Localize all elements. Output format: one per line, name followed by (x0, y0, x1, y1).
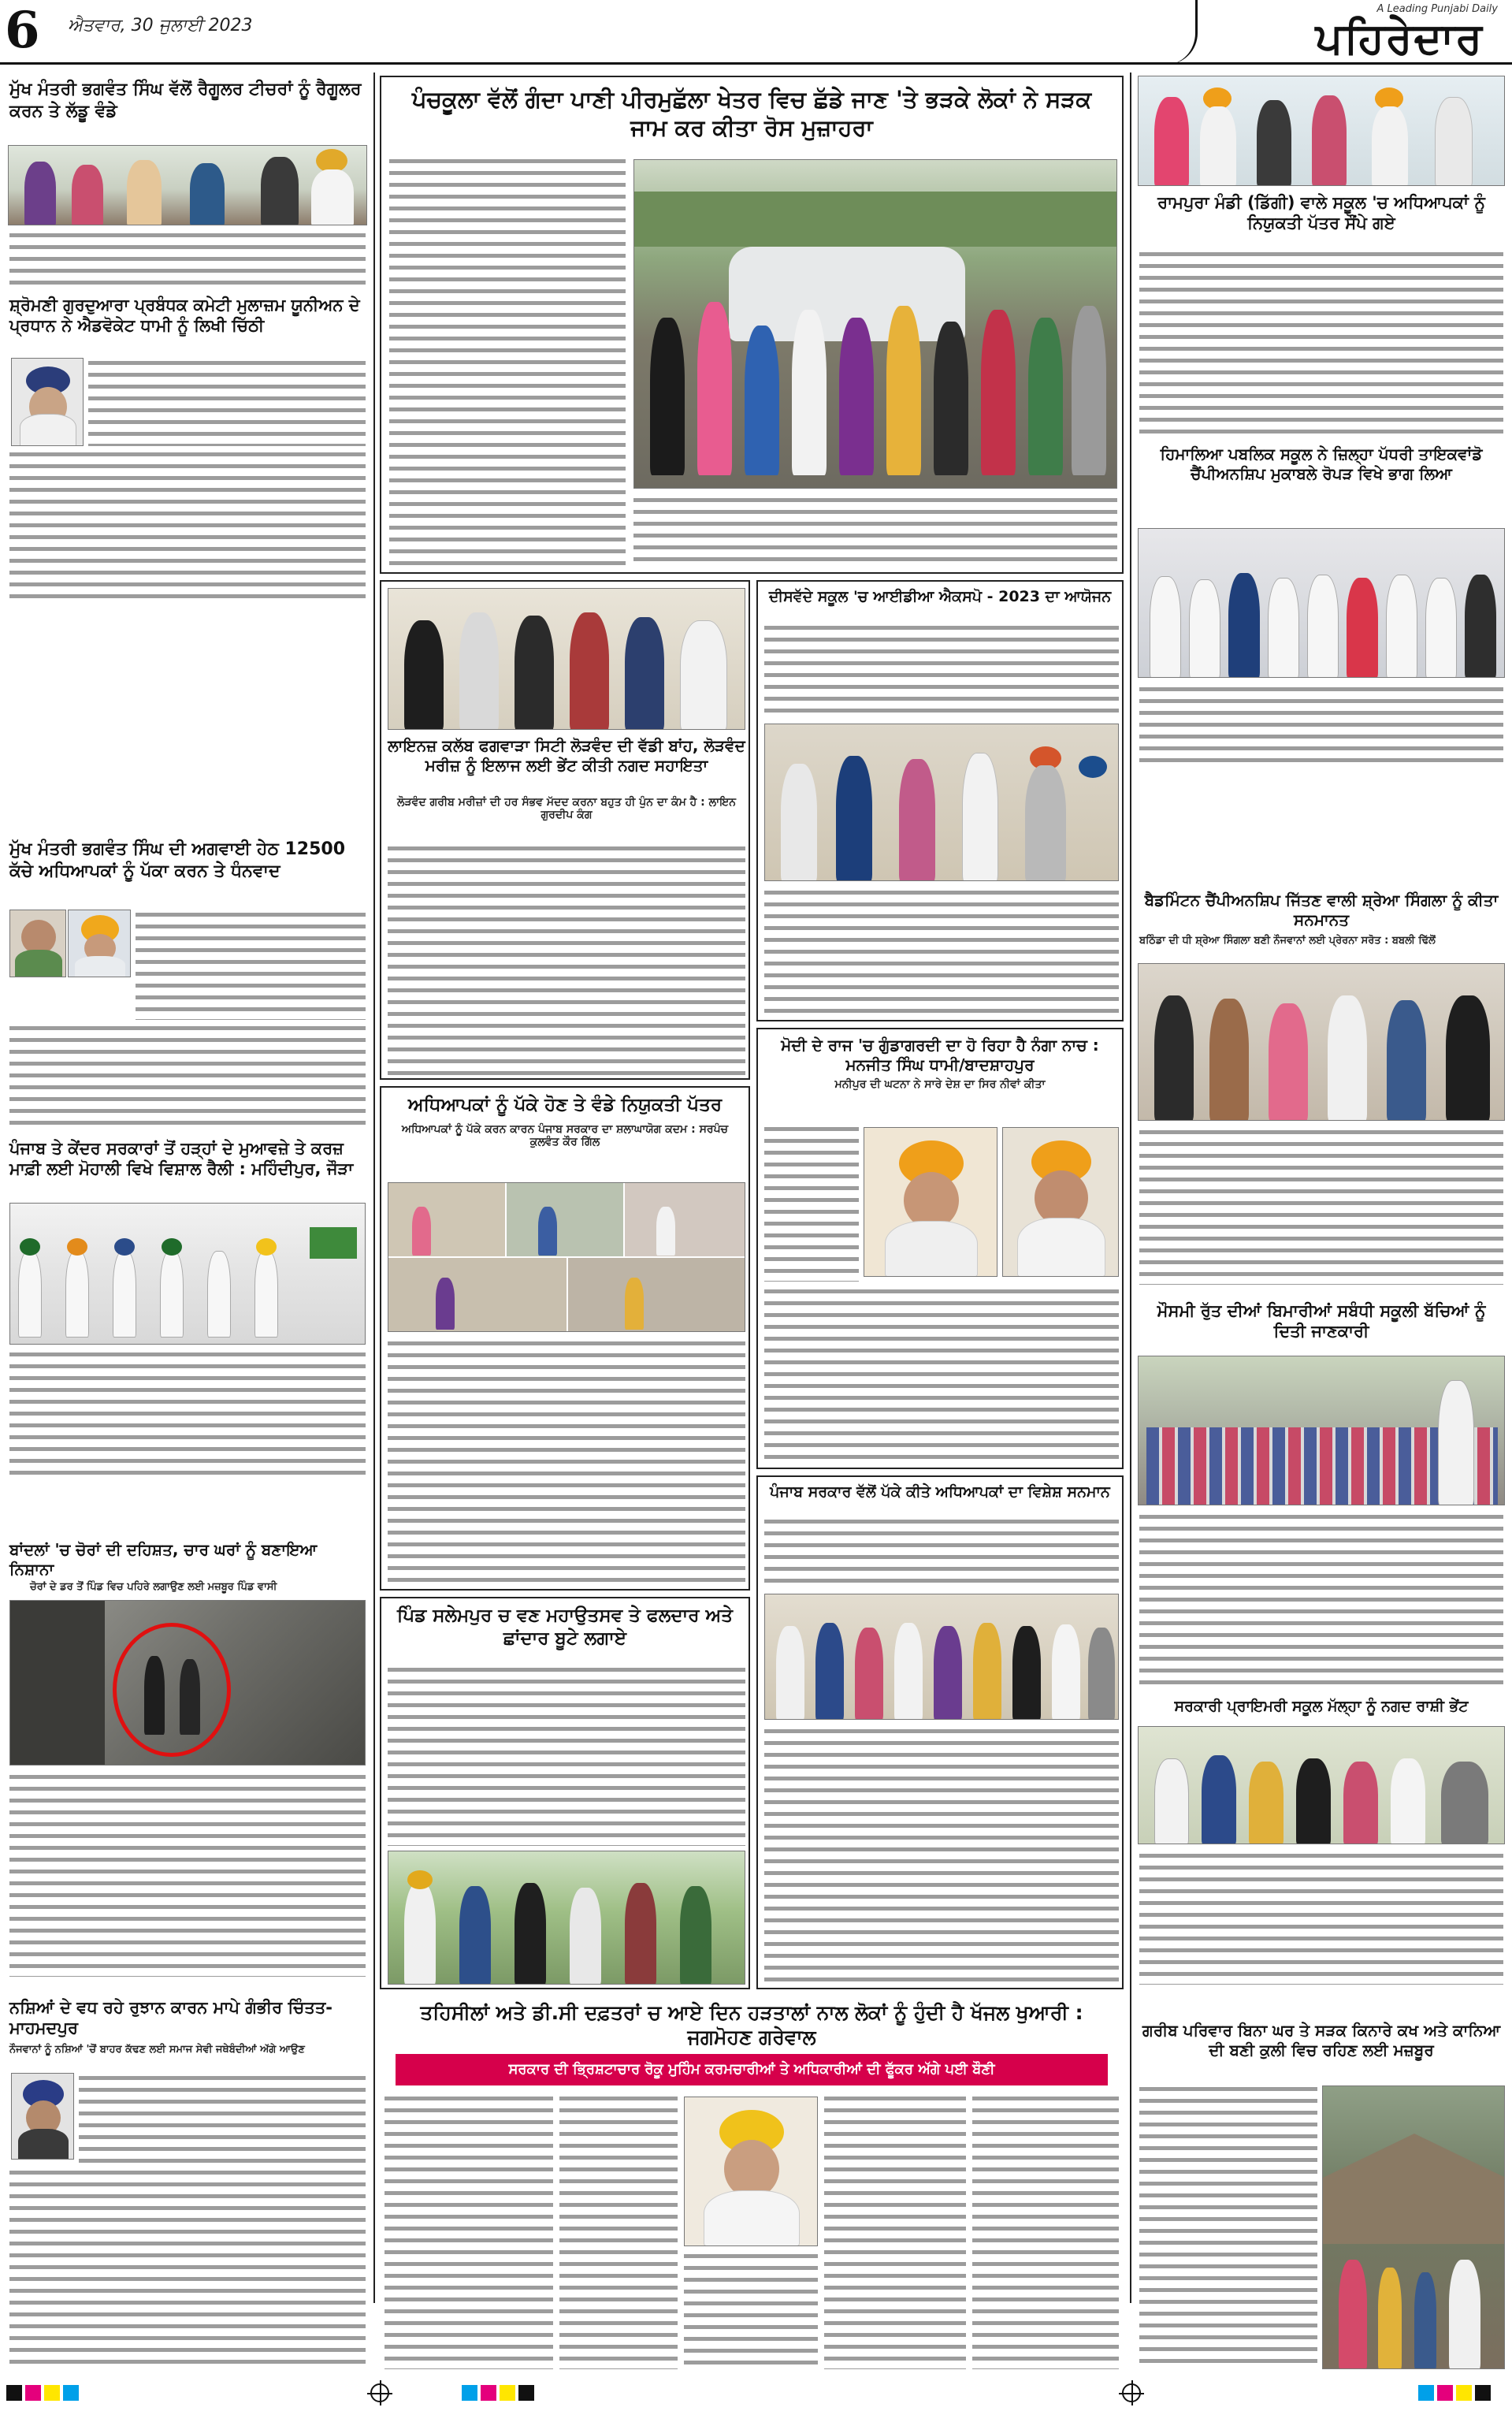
sub-headline: ਨੌਜਵਾਨਾਂ ਨੂੰ ਨਸ਼ਿਆਂ 'ਚੋਂ ਬਾਹਰ ਕੱਢਣ ਲਈ ਸਮਾਜ ਸੇਵੀ ਜਥੇਬੰਦੀਆਂ ਅੱਗੇ ਆਉਣ (9, 2043, 305, 2056)
portrait-photo (9, 910, 66, 977)
news-photo (1138, 528, 1505, 678)
sub-headline: ਚੋਰਾਂ ਦੇ ਡਰ ਤੋਂ ਪਿੰਡ ਵਿਚ ਪਹਿਰੇ ਲਗਾਉਣ ਲਈ ਮਜ਼ਬੂਰ ਪਿੰਡ ਵਾਸੀ (30, 1581, 277, 1593)
protest-photo (633, 159, 1117, 489)
portrait-photo (1002, 1127, 1119, 1277)
article-body (1139, 2084, 1317, 2368)
article-body (388, 843, 745, 1075)
article-body (1139, 1512, 1503, 1685)
news-photo (1322, 2085, 1505, 2369)
article-body (1139, 684, 1503, 769)
news-photo (1138, 1726, 1505, 1844)
headline: ਮੁੱਖ ਮੰਤਰੀ ਭਗਵੰਤ ਸਿੰਘ ਵੱਲੋਂ ਰੈਗੂਲਰ ਟੀਚਰਾਂ ਨੂੰ ਰੈਗੂਲਰ ਕਰਨ ਤੇ ਲੱਡੂ ਵੰਡੇ (9, 80, 362, 121)
news-photo (388, 1182, 745, 1332)
registration-swatch (1475, 2385, 1491, 2401)
sub-headline: ਬਠਿੰਡਾ ਦੀ ਧੀ ਸ਼੍ਰੇਆ ਸਿੰਗਲਾ ਬਣੀ ਨੌਜਵਾਨਾਂ ਲਈ ਪ੍ਰੇਰਨਾ ਸਰੋਤ : ਬਬਲੀ ਢਿੱਲੋਂ (1139, 935, 1436, 947)
news-photo (9, 1203, 366, 1345)
headline: ਹਿਮਾਲਿਆ ਪਬਲਿਕ ਸਕੂਲ ਨੇ ਜ਼ਿਲ੍ਹਾ ਪੱਧਰੀ ਤਾਇਕਵਾਂਡੋ ਚੈਂਪੀਅਨਸ਼ਿਪ ਮੁਕਾਬਲੇ ਰੋਪੜ ਵਿਖੇ ਭਾਗ ਲਿਆ (1160, 445, 1483, 483)
headline: ਤਹਿਸੀਲਾਂ ਅਤੇ ਡੀ.ਸੀ ਦਫ਼ਤਰਾਂ ਚ ਆਏ ਦਿਨ ਹੜਤਾਲਾਂ ਨਾਲ ਲੋਕਾਂ ਨੂੰ ਹੁੰਦੀ ਹੈ ਖੱਜਲ ਖੁਆਰੀ : ਜਗਮੋਹਣ ਗਰੇਵਾਲ (420, 2001, 1083, 2049)
article-body (9, 1349, 366, 1479)
article-tehsil-strikes (380, 1996, 1124, 2374)
headline: ਪੰਚਕੂਲਾ ਵੱਲੋਂ ਗੰਦਾ ਪਾਣੀ ਪੀਰਮੁਛੱਲਾ ਖੇਤਰ ਵਿਚ ਛੱਡੇ ਜਾਣ 'ਤੇ ਭੜਕੇ ਲੋਕਾਂ ਨੇ ਸੜਕ ਜਾਮ ਕਰ ਕੀਤਾ ਰੋਸ ਮੁਜ਼ਾਹਰਾ (411, 86, 1092, 142)
page-number: 6 (5, 1, 40, 60)
news-photo (1138, 963, 1505, 1121)
article-body (764, 1516, 1119, 1587)
article-body (9, 1772, 366, 1977)
registration-swatch (25, 2385, 41, 2401)
article-body (136, 910, 366, 1020)
article-thieves (6, 1537, 369, 1978)
article-drug-concern (6, 1994, 369, 2372)
headline: ਬਾਂਦਲਾਂ 'ਚ ਚੋਰਾਂ ਦੀ ਦਹਿਸ਼ਤ, ਚਾਰ ਘਰਾਂ ਨੂੰ ਬਣਾਇਆ ਨਿਸ਼ਾਨਾ (9, 1540, 318, 1579)
registration-swatch (1456, 2385, 1472, 2401)
newspaper-logo: ਪਹਿਰੇਦਾਰ (1315, 13, 1484, 63)
registration-swatch (481, 2385, 496, 2401)
headline: ਲਾਇਨਜ਼ ਕਲੱਬ ਫਗਵਾੜਾ ਸਿਟੀ ਲੋੜਵੰਦ ਦੀ ਵੱਡੀ ਬਾਂਹ, ਲੋੜਵੰਦ ਮਰੀਜ਼ ਨੂੰ ਇਲਾਜ ਲਈ ਭੇਂਟ ਕੀਤੀ ਨਗਦ ਸਹਾਇਤਾ (388, 736, 745, 775)
registration-swatch (462, 2385, 477, 2401)
article-body (633, 495, 1117, 567)
article-sgpc-union (6, 292, 369, 607)
sub-headline: ਅਧਿਆਪਕਾਂ ਨੂੰ ਪੱਕੇ ਕਰਨ ਕਾਰਨ ਪੰਜਾਬ ਸਰਕਾਰ ਦਾ ਸ਼ਲਾਘਾਯੋਗ ਕਦਮ : ਸਰਪੰਚ ਕੁਲਵੰਤ ਕੌਰ ਗਿੱਲ (401, 1122, 729, 1148)
portrait-photo (684, 2097, 818, 2246)
article-body (764, 1124, 859, 1282)
news-photo (388, 1851, 745, 1985)
article-body (9, 2167, 366, 2369)
headline: ਗਰੀਬ ਪਰਿਵਾਰ ਬਿਨਾ ਘਰ ਤੇ ਸੜਕ ਕਿਨਾਰੇ ਕਖ ਅਤੇ ਕਾਨਿਆ ਦੀ ਬਣੀ ਕੁਲੀ ਵਿਚ ਰਹਿਣ ਲਈ ਮਜ਼ਬੂਰ (1142, 2021, 1501, 2059)
article-body (9, 449, 366, 604)
article-taekwondo (1136, 441, 1506, 772)
headline: ਸਰਕਾਰੀ ਪ੍ਰਾਇਮਰੀ ਸਕੂਲ ਮੱਲ੍ਹਾ ਨੂੰ ਨਗਦ ਰਾਸ਼ੀ ਭੇਂਟ (1174, 1698, 1469, 1715)
article-poor-family (1136, 2018, 1506, 2372)
article-body (1139, 1851, 1503, 1985)
red-banner: ਸਰਕਾਰ ਦੀ ਭ੍ਰਿਸ਼ਟਾਚਾਰ ਰੋਕੂ ਮੁਹਿੰਮ ਕਰਮਚਾਰੀਆਂ ਤੇ ਅਧਿਕਾਰੀਆਂ ਦੀ ਫੂੱਕਰ ਅੱਗੇ ਪਈ ਬੌਣੀ (396, 2054, 1108, 2085)
registration-swatch (6, 2385, 22, 2401)
article-body (1139, 1127, 1503, 1285)
registration-swatch (500, 2385, 515, 2401)
article-malla-school (1136, 1695, 1506, 1994)
masthead-tagline: A Leading Punjabi Daily (1376, 3, 1498, 15)
column-divider (1130, 73, 1131, 2303)
news-photo (764, 724, 1119, 881)
headline: ਨਸ਼ਿਆਂ ਦੇ ਵਧ ਰਹੇ ਰੁਝਾਨ ਕਾਰਨ ਮਾਪੇ ਗੰਭੀਰ ਚਿੰਤਤ-ਮਾਹਮਦਪੁਰ (9, 1998, 333, 2038)
article-body (388, 1338, 745, 1586)
article-body (559, 2093, 678, 2369)
article-body (764, 1286, 1119, 1464)
news-photo (1138, 1356, 1505, 1505)
headline: ਰਾਮਪੁਰਾ ਮੰਡੀ (ਡਿੱਗੀ) ਵਾਲੇ ਸਕੂਲ 'ਚ ਅਧਿਆਪਕਾਂ ਨੂੰ ਨਿਯੁਕਤੀ ਪੱਤਰ ਸੌਂਪੇ ਗਏ (1157, 193, 1485, 233)
headline: ਪਿੰਡ ਸਲੇਮਪੁਰ ਚ ਵਣ ਮਹਾਉਤਸਵ ਤੇ ਫਲਦਾਰ ਅਤੇ ਛਾਂਦਾਰ ਬੂਟੇ ਲਗਾਏ (397, 1605, 733, 1649)
news-photo (388, 588, 745, 730)
registration-swatch (1418, 2385, 1434, 2401)
cctv-photo (9, 1600, 366, 1765)
article-manipur (756, 1028, 1124, 1469)
article-body (1139, 249, 1503, 438)
headline: ਮੌਸਮੀ ਰੁੱਤ ਦੀਆਂ ਬਿਮਾਰੀਆਂ ਸਬੰਧੀ ਸਕੂਲੀ ਬੱਚਿਆਂ ਨੂੰ ਦਿਤੀ ਜਾਣਕਾਰੀ (1157, 1301, 1486, 1341)
issue-date: ਐਤਵਾਰ, 30 ਜੁਲਾਈ 2023 (68, 16, 253, 35)
sub-headline: ਮਨੀਪੁਰ ਦੀ ਘਟਨਾ ਨੇ ਸਾਰੇ ਦੇਸ਼ ਦਾ ਸਿਰ ਨੀਵਾਂ ਕੀਤਾ (834, 1078, 1046, 1091)
article-idea-expo (756, 580, 1124, 1021)
headline: ਪੰਜਾਬ ਤੇ ਕੇਂਦਰ ਸਰਕਾਰਾਂ ਤੋਂ ਹੜ੍ਹਾਂ ਦੇ ਮੁਆਵਜ਼ੇ ਤੇ ਕਰਜ਼ ਮਾਫ਼ੀ ਲਈ ਮੋਹਾਲੀ ਵਿਖੇ ਵਿਸ਼ਾਲ ਰੈਲੀ : ਮਹਿੰਦੀਪੁਰ, ਜੌੜਾ (9, 1139, 354, 1179)
headline: ਬੈਡਮਿੰਟਨ ਚੈਂਪੀਅਨਸ਼ਿਪ ਜਿੱਤਣ ਵਾਲੀ ਸ਼੍ਰੇਆ ਸਿੰਗਲਾ ਨੂੰ ਕੀਤਾ ਸਨਮਾਨਤ (1144, 891, 1499, 929)
masthead (0, 0, 1512, 65)
article-flood-rally (6, 1135, 369, 1482)
headline: ਸ਼੍ਰੋਮਣੀ ਗੁਰਦੁਆਰਾ ਪ੍ਰਬੰਧਕ ਕਮੇਟੀ ਮੁਲਾਜ਼ਮ ਯੂਨੀਅਨ ਦੇ ਪ੍ਰਧਾਨ ਨੇ ਐਡਵੋਕੇਟ ਧਾਮੀ ਨੂੰ ਲਿਖੀ ਚਿੱਠੀ (9, 296, 360, 336)
portrait-photo (11, 2073, 74, 2160)
registration-mark-icon (1122, 2383, 1141, 2402)
news-photo (764, 1594, 1119, 1720)
registration-swatch (1437, 2385, 1453, 2401)
article-body (88, 358, 366, 446)
article-body (385, 2093, 553, 2369)
registration-swatch (63, 2385, 79, 2401)
sub-headline: ਲੋੜਵੰਦ ਗਰੀਬ ਮਰੀਜ਼ਾਂ ਦੀ ਹਰ ਸੰਭਵ ਮੱਦਦ ਕਰਨਾ ਬਹੁਤ ਹੀ ਪੁੰਨ ਦਾ ਕੰਮ ਹੈ : ਲਾਇਨ ਗੁਰਦੀਪ ਕੰਗ (397, 796, 736, 821)
column-divider (373, 73, 375, 2303)
portrait-photo (68, 910, 131, 977)
portrait-photo (864, 1127, 997, 1277)
article-body (764, 1726, 1119, 1985)
article-body (79, 2073, 366, 2164)
article-body (388, 1665, 745, 1846)
headline: ਅਧਿਆਪਕਾਂ ਨੂੰ ਪੱਕੇ ਹੋਣ ਤੇ ਵੰਡੇ ਨਿਯੁਕਤੀ ਪੱਤਰ (407, 1095, 723, 1115)
article-panchkula-protest (380, 76, 1124, 574)
article-van-mahotsav (380, 1597, 750, 1989)
article-body (684, 2251, 818, 2369)
article-body (824, 2093, 966, 2369)
article-appointment-letters (380, 1086, 750, 1591)
article-lions-club (380, 580, 750, 1080)
article-body (972, 2093, 1119, 2369)
article-body (764, 887, 1119, 1017)
article-body (9, 1023, 366, 1126)
registration-swatch (44, 2385, 60, 2401)
article-body (389, 156, 626, 566)
headline: ਪੰਜਾਬ ਸਰਕਾਰ ਵੱਲੋਂ ਪੱਕੇ ਕੀਤੇ ਅਧਿਆਪਕਾਂ ਦਾ ਵਿਸ਼ੇਸ਼ ਸਨਮਾਨ (770, 1483, 1110, 1501)
headline: ਮੋਦੀ ਦੇ ਰਾਜ 'ਚ ਗੁੰਡਾਗਰਦੀ ਦਾ ਹੋ ਰਿਹਾ ਹੈ ਨੰਗਾ ਨਾਚ : ਮਨਜੀਤ ਸਿੰਘ ਧਾਮੀ/ਬਾਦਸ਼ਾਹਪੁਰ (781, 1036, 1099, 1074)
article-teachers-honoured (756, 1475, 1124, 1989)
article-body (764, 623, 1119, 717)
masthead-decoration (819, 0, 1198, 65)
portrait-photo (11, 358, 84, 446)
headline: ਮੁੱਖ ਮੰਤਰੀ ਭਗਵੰਤ ਸਿੰਘ ਦੀ ਅਗਵਾਈ ਹੇਠ 12500 ਕੱਚੇ ਅਧਿਆਪਕਾਂ ਨੂੰ ਪੱਕਾ ਕਰਨ ਤੇ ਧੰਨਵਾਦ (9, 839, 346, 881)
news-photo (1138, 76, 1505, 186)
news-photo (8, 145, 367, 225)
registration-swatch (518, 2385, 534, 2401)
registration-mark-icon (370, 2383, 389, 2402)
headline: ਦੀਸਵੱਦੇ ਸਕੂਲ 'ਚ ਆਈਡੀਆ ਐਕਸਪੋ - 2023 ਦਾ ਆਯੋਜਨ (768, 588, 1112, 605)
print-registration-strip (0, 2379, 1512, 2411)
